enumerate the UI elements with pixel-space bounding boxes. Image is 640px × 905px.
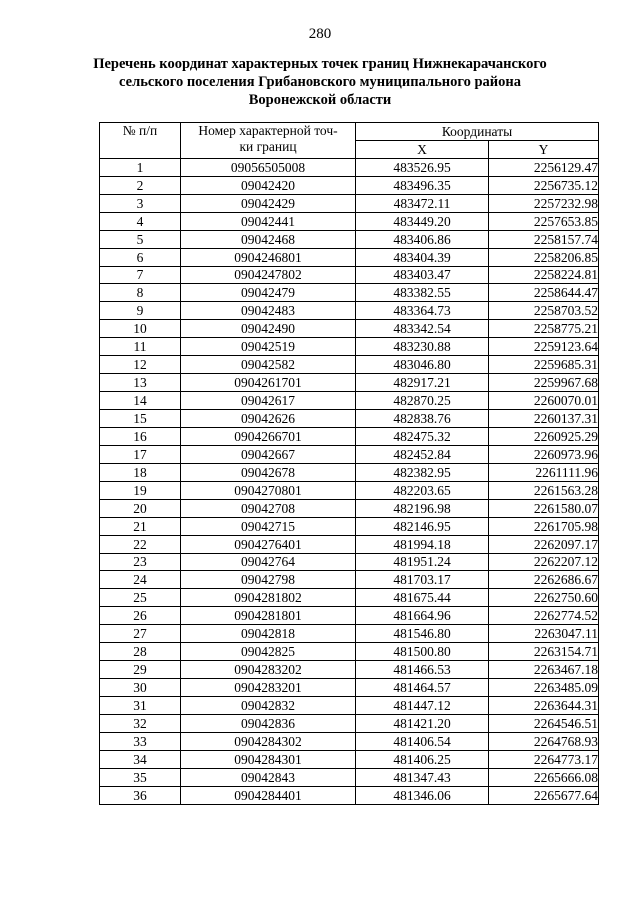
table-row <box>100 176 599 194</box>
row-index: 14 <box>100 392 181 410</box>
row-point-number: 09056505008 <box>181 158 356 176</box>
row-point-number: 09042798 <box>181 571 356 589</box>
row-point-number: 0904276401 <box>181 535 356 553</box>
row-x: 481406.25 <box>356 750 489 768</box>
row-point-number: 09042836 <box>181 714 356 732</box>
row-point-number: 0904281802 <box>181 589 356 607</box>
row-x: 483472.11 <box>356 194 489 212</box>
row-y: 2264546.51 <box>489 714 599 732</box>
row-x: 481703.17 <box>356 571 489 589</box>
row-x: 481464.57 <box>356 679 489 697</box>
row-point-number: 0904261701 <box>181 374 356 392</box>
row-x: 483230.88 <box>356 338 489 356</box>
row-x: 482870.25 <box>356 392 489 410</box>
row-point-number: 09042441 <box>181 212 356 230</box>
row-x: 482146.95 <box>356 517 489 535</box>
row-index: 34 <box>100 750 181 768</box>
row-index: 33 <box>100 732 181 750</box>
title-line-2: сельского поселения Грибановского муниципального района <box>119 74 521 90</box>
header-point-number <box>181 123 356 159</box>
row-index: 7 <box>100 266 181 284</box>
row-point-number: 0904284401 <box>181 786 356 804</box>
row-x: 482382.95 <box>356 463 489 481</box>
row-x: 482917.21 <box>356 374 489 392</box>
row-point-number: 09042429 <box>181 194 356 212</box>
row-point-number: 0904284301 <box>181 750 356 768</box>
table-row <box>100 517 599 535</box>
row-x: 482196.98 <box>356 499 489 517</box>
row-index: 15 <box>100 410 181 428</box>
table-row <box>100 625 599 643</box>
table-row <box>100 374 599 392</box>
row-point-number: 09042678 <box>181 463 356 481</box>
row-point-number: 09042818 <box>181 625 356 643</box>
row-point-number: 09042420 <box>181 176 356 194</box>
header-point-number-line-2: ки границ <box>239 139 297 154</box>
table-row <box>100 750 599 768</box>
row-y: 2262207.12 <box>489 553 599 571</box>
row-x: 482452.84 <box>356 445 489 463</box>
row-x: 481406.54 <box>356 732 489 750</box>
row-x: 481994.18 <box>356 535 489 553</box>
table-row <box>100 643 599 661</box>
row-y: 2265677.64 <box>489 786 599 804</box>
row-index: 16 <box>100 427 181 445</box>
row-point-number: 0904281801 <box>181 607 356 625</box>
table-row <box>100 535 599 553</box>
table-row <box>100 410 599 428</box>
row-index: 28 <box>100 643 181 661</box>
row-y: 2265666.08 <box>489 768 599 786</box>
row-point-number: 0904284302 <box>181 732 356 750</box>
row-index: 12 <box>100 356 181 374</box>
row-y: 2264773.17 <box>489 750 599 768</box>
row-index: 30 <box>100 679 181 697</box>
row-point-number: 0904283201 <box>181 679 356 697</box>
row-point-number: 09042825 <box>181 643 356 661</box>
row-index: 36 <box>100 786 181 804</box>
row-index: 29 <box>100 661 181 679</box>
table-row <box>100 266 599 284</box>
row-x: 481347.43 <box>356 768 489 786</box>
table-row <box>100 732 599 750</box>
row-y: 2260070.01 <box>489 392 599 410</box>
row-point-number: 09042490 <box>181 320 356 338</box>
row-y: 2263047.11 <box>489 625 599 643</box>
table-row <box>100 697 599 715</box>
row-y: 2263154.71 <box>489 643 599 661</box>
row-x: 483364.73 <box>356 302 489 320</box>
table-row <box>100 427 599 445</box>
row-x: 481951.24 <box>356 553 489 571</box>
page-number: 280 <box>308 26 332 42</box>
row-index: 8 <box>100 284 181 302</box>
row-x: 483342.54 <box>356 320 489 338</box>
row-y: 2258703.52 <box>489 302 599 320</box>
row-point-number: 09042617 <box>181 392 356 410</box>
row-point-number: 09042483 <box>181 302 356 320</box>
table-row <box>100 661 599 679</box>
row-index: 6 <box>100 248 181 266</box>
row-x: 483406.86 <box>356 230 489 248</box>
row-x: 481346.06 <box>356 786 489 804</box>
row-index: 9 <box>100 302 181 320</box>
document-title <box>90 55 550 109</box>
table-body <box>100 158 599 804</box>
table-row <box>100 768 599 786</box>
row-point-number: 0904283202 <box>181 661 356 679</box>
row-point-number: 09042708 <box>181 499 356 517</box>
row-index: 18 <box>100 463 181 481</box>
table-row <box>100 392 599 410</box>
row-x: 482203.65 <box>356 481 489 499</box>
row-point-number: 09042832 <box>181 697 356 715</box>
row-index: 25 <box>100 589 181 607</box>
row-y: 2260925.29 <box>489 427 599 445</box>
row-x: 483046.80 <box>356 356 489 374</box>
row-index: 19 <box>100 481 181 499</box>
table-row <box>100 571 599 589</box>
row-x: 481675.44 <box>356 589 489 607</box>
table-row <box>100 338 599 356</box>
row-x: 483496.35 <box>356 176 489 194</box>
row-point-number: 09042468 <box>181 230 356 248</box>
row-y: 2263467.18 <box>489 661 599 679</box>
row-index: 27 <box>100 625 181 643</box>
row-point-number: 09042582 <box>181 356 356 374</box>
row-y: 2258644.47 <box>489 284 599 302</box>
row-y: 2263485.09 <box>489 679 599 697</box>
row-y: 2258157.74 <box>489 230 599 248</box>
row-point-number: 09042519 <box>181 338 356 356</box>
row-index: 32 <box>100 714 181 732</box>
table-row <box>100 463 599 481</box>
row-y: 2262750.60 <box>489 589 599 607</box>
row-x: 483382.55 <box>356 284 489 302</box>
title-line-3: Воронежской области <box>248 92 392 108</box>
row-x: 483526.95 <box>356 158 489 176</box>
table-row <box>100 481 599 499</box>
row-x: 481664.96 <box>356 607 489 625</box>
row-point-number: 0904266701 <box>181 427 356 445</box>
row-index: 10 <box>100 320 181 338</box>
row-point-number: 09042715 <box>181 517 356 535</box>
row-index: 21 <box>100 517 181 535</box>
row-x: 481466.53 <box>356 661 489 679</box>
row-y: 2262097.17 <box>489 535 599 553</box>
row-index: 24 <box>100 571 181 589</box>
row-index: 3 <box>100 194 181 212</box>
table-row <box>100 356 599 374</box>
row-y: 2264768.93 <box>489 732 599 750</box>
table-row <box>100 607 599 625</box>
row-x: 481421.20 <box>356 714 489 732</box>
row-index: 4 <box>100 212 181 230</box>
row-point-number: 09042843 <box>181 768 356 786</box>
row-index: 31 <box>100 697 181 715</box>
row-index: 35 <box>100 768 181 786</box>
table-row <box>100 212 599 230</box>
row-y: 2258224.81 <box>489 266 599 284</box>
row-index: 20 <box>100 499 181 517</box>
table-row <box>100 445 599 463</box>
table-row <box>100 320 599 338</box>
row-index: 1 <box>100 158 181 176</box>
row-point-number: 09042626 <box>181 410 356 428</box>
row-y: 2262686.67 <box>489 571 599 589</box>
row-y: 2260973.96 <box>489 445 599 463</box>
row-index: 22 <box>100 535 181 553</box>
row-point-number: 0904246801 <box>181 248 356 266</box>
row-point-number: 0904270801 <box>181 481 356 499</box>
row-y: 2261580.07 <box>489 499 599 517</box>
table-row <box>100 553 599 571</box>
row-y: 2259967.68 <box>489 374 599 392</box>
row-x: 482475.32 <box>356 427 489 445</box>
row-y: 2257232.98 <box>489 194 599 212</box>
header-y: Y <box>489 140 599 158</box>
row-y: 2261705.98 <box>489 517 599 535</box>
row-point-number: 0904247802 <box>181 266 356 284</box>
row-x: 483449.20 <box>356 212 489 230</box>
table-row <box>100 589 599 607</box>
row-point-number: 09042764 <box>181 553 356 571</box>
title-line-1: Перечень координат характерных точек границ Нижнекарачанского <box>93 56 547 72</box>
row-y: 2261563.28 <box>489 481 599 499</box>
table-row <box>100 679 599 697</box>
table-row <box>100 714 599 732</box>
table-row <box>100 158 599 176</box>
row-point-number: 09042479 <box>181 284 356 302</box>
row-x: 483403.47 <box>356 266 489 284</box>
table-row <box>100 499 599 517</box>
table-row <box>100 284 599 302</box>
header-point-number-line-1: Номер характерной точ- <box>198 123 338 138</box>
row-point-number: 09042667 <box>181 445 356 463</box>
table-row <box>100 248 599 266</box>
row-y: 2263644.31 <box>489 697 599 715</box>
row-y: 2256735.12 <box>489 176 599 194</box>
row-y: 2260137.31 <box>489 410 599 428</box>
row-y: 2259123.64 <box>489 338 599 356</box>
row-y: 2256129.47 <box>489 158 599 176</box>
row-index: 26 <box>100 607 181 625</box>
row-y: 2258775.21 <box>489 320 599 338</box>
row-index: 2 <box>100 176 181 194</box>
row-y: 2262774.52 <box>489 607 599 625</box>
row-y: 2258206.85 <box>489 248 599 266</box>
header-x: X <box>356 140 489 158</box>
header-coordinates: Координаты <box>356 123 599 141</box>
row-index: 11 <box>100 338 181 356</box>
row-x: 481500.80 <box>356 643 489 661</box>
row-index: 23 <box>100 553 181 571</box>
table-row <box>100 194 599 212</box>
row-y: 2259685.31 <box>489 356 599 374</box>
row-y: 2261111.96 <box>489 463 599 481</box>
row-x: 482838.76 <box>356 410 489 428</box>
row-x: 481447.12 <box>356 697 489 715</box>
row-index: 13 <box>100 374 181 392</box>
row-index: 5 <box>100 230 181 248</box>
table-row <box>100 786 599 804</box>
table-row <box>100 230 599 248</box>
row-x: 481546.80 <box>356 625 489 643</box>
row-index: 17 <box>100 445 181 463</box>
coordinates-table <box>99 122 599 805</box>
table-row <box>100 302 599 320</box>
header-index: № п/п <box>100 123 181 159</box>
row-y: 2257653.85 <box>489 212 599 230</box>
row-x: 483404.39 <box>356 248 489 266</box>
